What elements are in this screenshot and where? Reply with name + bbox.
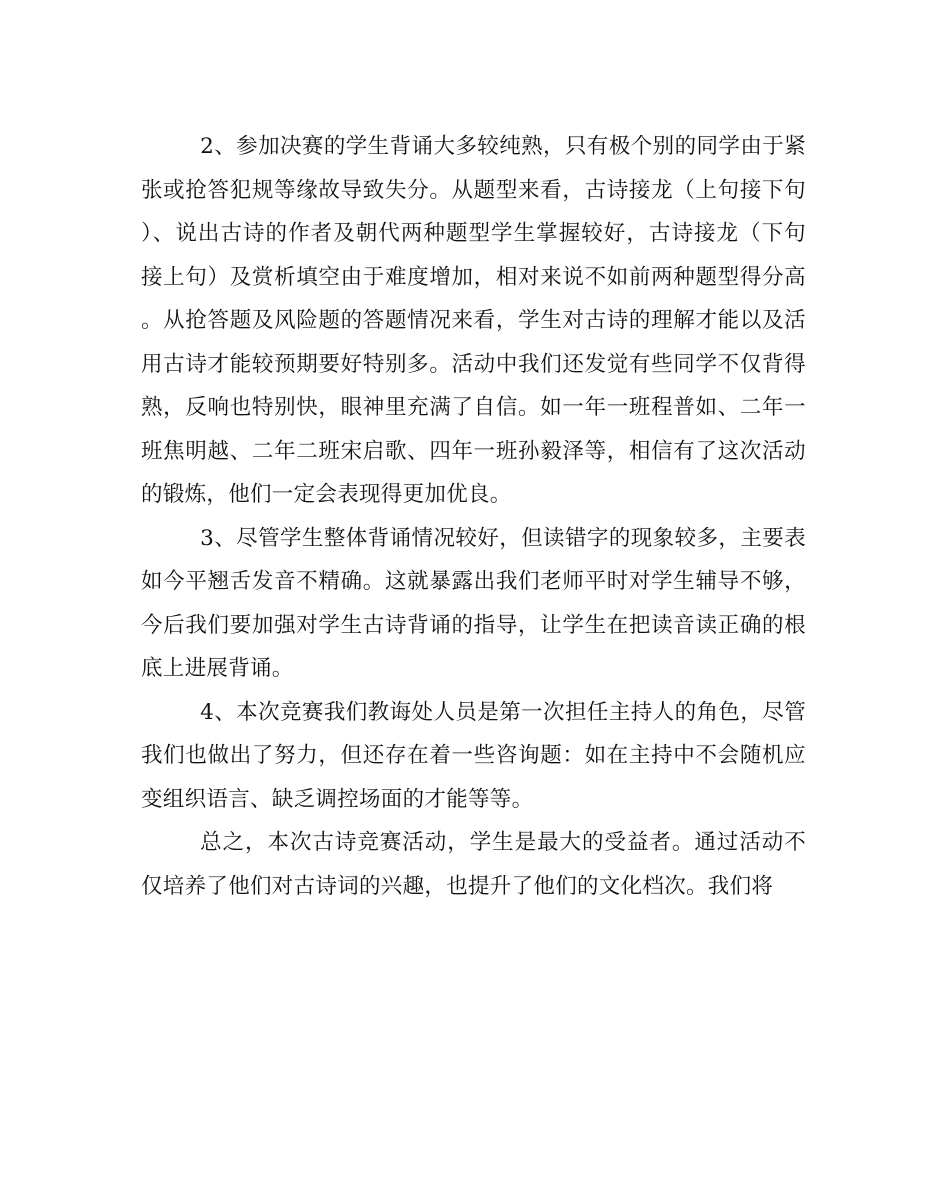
paragraph-4: 4、本次竞赛我们教诲处人员是第一次担任主持人的角色，尽管我们也做出了努力，但还存在着一些咨询题：如在主持中不会随机应变组织语言、缺乏调控场面的才能等等。 (141, 699, 806, 812)
paragraph-2: 2、参加决赛的学生背诵大多较纯熟，只有极个别的同学由于紧张或抢答犯规等缘故导致失分。从题型来看，古诗接龙（上句接下句）、说出古诗的作者及朝代两种题型学生掌握较好，古诗接龙（下句接上句）及赏析填空由于难度增加，相对来说不如前两种题型得分高。从抢答题及风险题的答题情况来看，学生对古诗的理解才能以及活用古诗才能较预期要好特别多。活动中我们还发觉有些同学不仅背得熟，反响也特别快，眼神里充满了自信。如一年一班程普如、二年一班焦明越、二年二班宋启歌、四年一班孙毅泽等，相信有了这次活动的锻炼，他们一定会表现得更加优良。 (141, 134, 806, 507)
document-body (141, 125, 806, 908)
paragraph-3: 3、尽管学生整体背诵情况较好，但读错字的现象较多，主要表如今平翘舌发音不精确。这就暴露出我们老师平时对学生辅导不够，今后我们要加强对学生古诗背诵的指导，让学生在把读音读正确的根底上进展背诵。 (141, 525, 806, 681)
paragraph-summary: 总之，本次古诗竞赛活动，学生是最大的受益者。通过活动不仅培养了他们对古诗词的兴趣，也提升了他们的文化档次。我们将 (141, 830, 806, 899)
